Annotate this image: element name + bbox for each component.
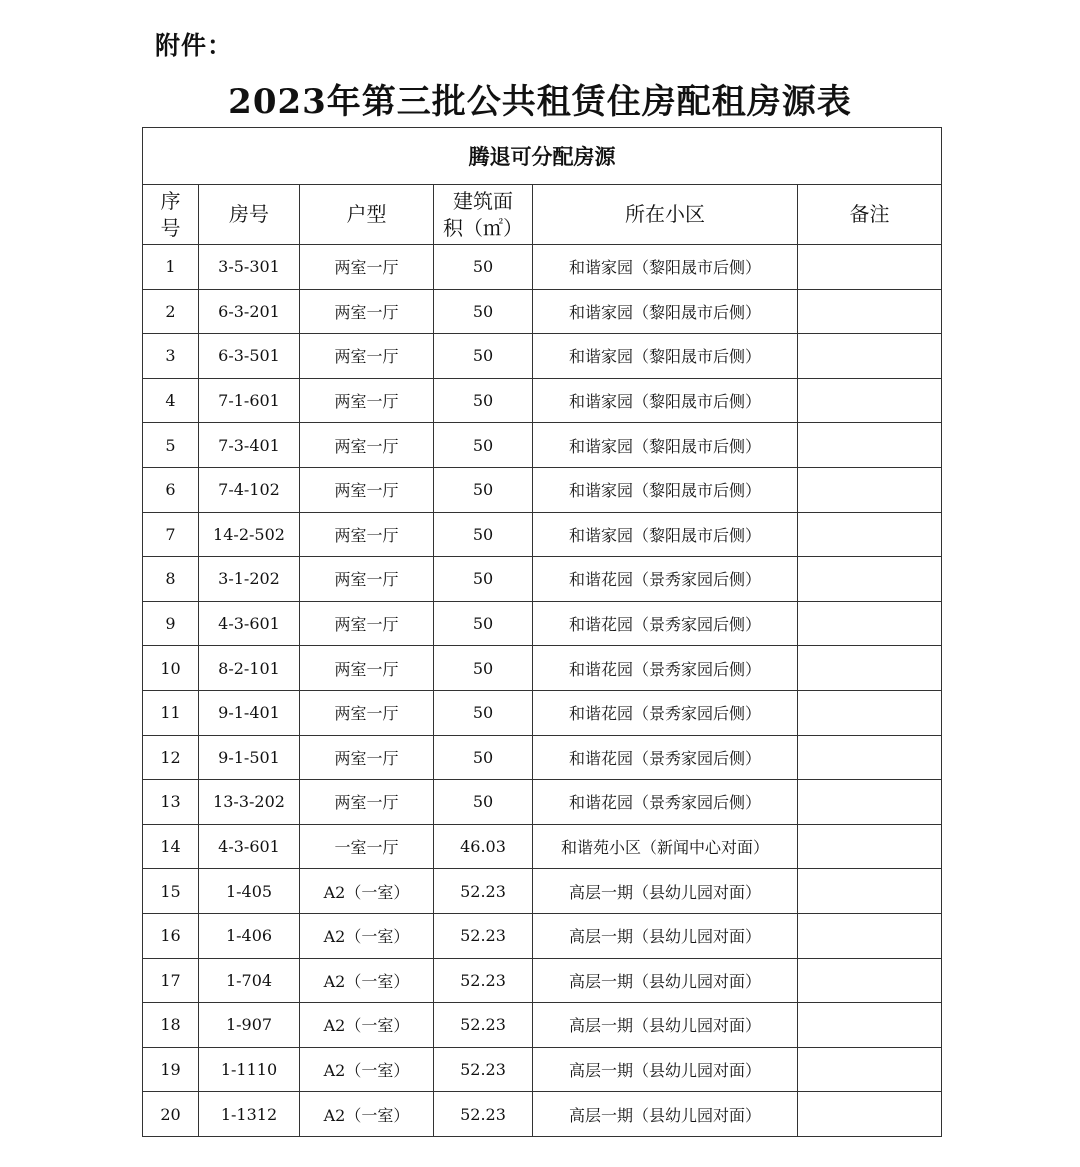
cell-seq: 16 [143,913,199,958]
table-row [143,780,942,825]
cell-area: 50 [434,690,533,735]
header-area [434,185,533,245]
column-header-row [143,185,942,245]
table-row [143,913,942,958]
cell-remark [798,245,942,290]
cell-area: 50 [434,334,533,379]
table-body [143,245,942,1137]
cell-community: 和谐花园（景秀家园后侧） [533,735,798,780]
cell-layout: A2（一室） [300,869,434,914]
cell-room-no: 1-907 [199,1003,300,1048]
cell-seq: 12 [143,735,199,780]
cell-remark [798,601,942,646]
cell-room-no: 4-3-601 [199,601,300,646]
table-row [143,735,942,780]
cell-community: 和谐家园（黎阳晟市后侧） [533,423,798,468]
cell-community: 和谐花园（景秀家园后侧） [533,601,798,646]
cell-layout: A2（一室） [300,913,434,958]
cell-room-no: 3-1-202 [199,557,300,602]
cell-community: 高层一期（县幼儿园对面） [533,1047,798,1092]
cell-remark [798,557,942,602]
cell-seq: 17 [143,958,199,1003]
cell-layout: 两室一厅 [300,690,434,735]
cell-community: 和谐家园（黎阳晟市后侧） [533,245,798,290]
header-room-no: 房号 [199,185,300,245]
cell-seq: 11 [143,690,199,735]
cell-layout: 两室一厅 [300,780,434,825]
cell-area: 52.23 [434,1047,533,1092]
header-seq-line2: 号 [160,215,181,240]
cell-layout: A2（一室） [300,1003,434,1048]
attachment-label: 附件： [155,31,234,60]
cell-area: 52.23 [434,913,533,958]
cell-area: 50 [434,601,533,646]
cell-area: 50 [434,735,533,780]
header-seq [143,185,199,245]
cell-remark [798,1047,942,1092]
cell-seq: 7 [143,512,199,557]
cell-remark [798,824,942,869]
cell-community: 高层一期（县幼儿园对面） [533,913,798,958]
cell-remark [798,958,942,1003]
header-community: 所在小区 [533,185,798,245]
cell-room-no: 6-3-201 [199,289,300,334]
cell-seq: 18 [143,1003,199,1048]
cell-remark [798,423,942,468]
cell-layout: 两室一厅 [300,512,434,557]
header-remark: 备注 [798,185,942,245]
cell-remark [798,1003,942,1048]
cell-area: 50 [434,780,533,825]
cell-layout: 两室一厅 [300,557,434,602]
table-row [143,289,942,334]
cell-room-no: 1-1312 [199,1092,300,1137]
cell-room-no: 1-405 [199,869,300,914]
cell-community: 和谐家园（黎阳晟市后侧） [533,512,798,557]
cell-seq: 15 [143,869,199,914]
cell-layout: 两室一厅 [300,245,434,290]
cell-community: 高层一期（县幼儿园对面） [533,958,798,1003]
table-row [143,245,942,290]
header-area-line2: 积（㎡） [443,215,523,240]
cell-room-no: 1-704 [199,958,300,1003]
cell-layout: 两室一厅 [300,735,434,780]
cell-seq: 13 [143,780,199,825]
cell-community: 高层一期（县幼儿园对面） [533,1003,798,1048]
cell-seq: 6 [143,467,199,512]
table-row [143,1003,942,1048]
table-row [143,958,942,1003]
cell-community: 和谐家园（黎阳晟市后侧） [533,334,798,379]
cell-remark [798,690,942,735]
cell-room-no: 7-4-102 [199,467,300,512]
cell-remark [798,467,942,512]
cell-remark [798,646,942,691]
cell-area: 50 [434,557,533,602]
cell-room-no: 9-1-501 [199,735,300,780]
cell-remark [798,780,942,825]
cell-layout: 两室一厅 [300,467,434,512]
cell-room-no: 7-3-401 [199,423,300,468]
cell-layout: A2（一室） [300,958,434,1003]
cell-seq: 10 [143,646,199,691]
table-row [143,1092,942,1137]
cell-area: 50 [434,289,533,334]
cell-room-no: 1-406 [199,913,300,958]
section-header-row [143,128,942,185]
cell-room-no: 13-3-202 [199,780,300,825]
cell-room-no: 7-1-601 [199,378,300,423]
cell-room-no: 1-1110 [199,1047,300,1092]
cell-community: 高层一期（县幼儿园对面） [533,1092,798,1137]
cell-room-no: 14-2-502 [199,512,300,557]
cell-seq: 14 [143,824,199,869]
cell-room-no: 8-2-101 [199,646,300,691]
cell-layout: 两室一厅 [300,601,434,646]
cell-layout: 一室一厅 [300,824,434,869]
cell-area: 50 [434,512,533,557]
cell-community: 高层一期（县幼儿园对面） [533,869,798,914]
cell-remark [798,735,942,780]
cell-layout: 两室一厅 [300,378,434,423]
cell-room-no: 9-1-401 [199,690,300,735]
cell-layout: 两室一厅 [300,289,434,334]
cell-room-no: 6-3-501 [199,334,300,379]
table-row [143,423,942,468]
cell-layout: 两室一厅 [300,646,434,691]
cell-community: 和谐花园（景秀家园后侧） [533,557,798,602]
cell-area: 50 [434,245,533,290]
cell-community: 和谐家园（黎阳晟市后侧） [533,467,798,512]
cell-remark [798,1092,942,1137]
cell-seq: 5 [143,423,199,468]
cell-seq: 1 [143,245,199,290]
cell-community: 和谐苑小区（新闻中心对面） [533,824,798,869]
cell-room-no: 3-5-301 [199,245,300,290]
cell-community: 和谐花园（景秀家园后侧） [533,690,798,735]
document-title: 2023年第三批公共租赁住房配租房源表 [228,82,852,122]
table-row [143,824,942,869]
cell-remark [798,512,942,557]
cell-community: 和谐家园（黎阳晟市后侧） [533,378,798,423]
cell-seq: 8 [143,557,199,602]
cell-layout: A2（一室） [300,1092,434,1137]
cell-layout: 两室一厅 [300,334,434,379]
table-row [143,378,942,423]
cell-layout: 两室一厅 [300,423,434,468]
table-row [143,690,942,735]
table-row [143,869,942,914]
section-title: 腾退可分配房源 [143,128,942,185]
cell-area: 52.23 [434,1003,533,1048]
cell-remark [798,378,942,423]
cell-seq: 2 [143,289,199,334]
table-row [143,334,942,379]
cell-area: 50 [434,378,533,423]
cell-layout: A2（一室） [300,1047,434,1092]
header-seq-line1: 序 [160,188,181,213]
table-row [143,646,942,691]
cell-seq: 9 [143,601,199,646]
cell-community: 和谐花园（景秀家园后侧） [533,780,798,825]
cell-room-no: 4-3-601 [199,824,300,869]
table-row [143,1047,942,1092]
cell-area: 50 [434,646,533,691]
header-area-line1: 建筑面 [453,188,513,213]
table-row [143,557,942,602]
cell-area: 50 [434,423,533,468]
cell-remark [798,289,942,334]
cell-seq: 3 [143,334,199,379]
cell-community: 和谐家园（黎阳晟市后侧） [533,289,798,334]
cell-area: 46.03 [434,824,533,869]
header-layout: 户型 [300,185,434,245]
cell-area: 50 [434,467,533,512]
cell-area: 52.23 [434,869,533,914]
cell-area: 52.23 [434,958,533,1003]
cell-community: 和谐花园（景秀家园后侧） [533,646,798,691]
cell-remark [798,334,942,379]
cell-seq: 4 [143,378,199,423]
housing-table [142,127,942,1137]
table-row [143,601,942,646]
cell-seq: 19 [143,1047,199,1092]
table-row [143,467,942,512]
cell-seq: 20 [143,1092,199,1137]
cell-remark [798,913,942,958]
cell-area: 52.23 [434,1092,533,1137]
table-row [143,512,942,557]
cell-remark [798,869,942,914]
